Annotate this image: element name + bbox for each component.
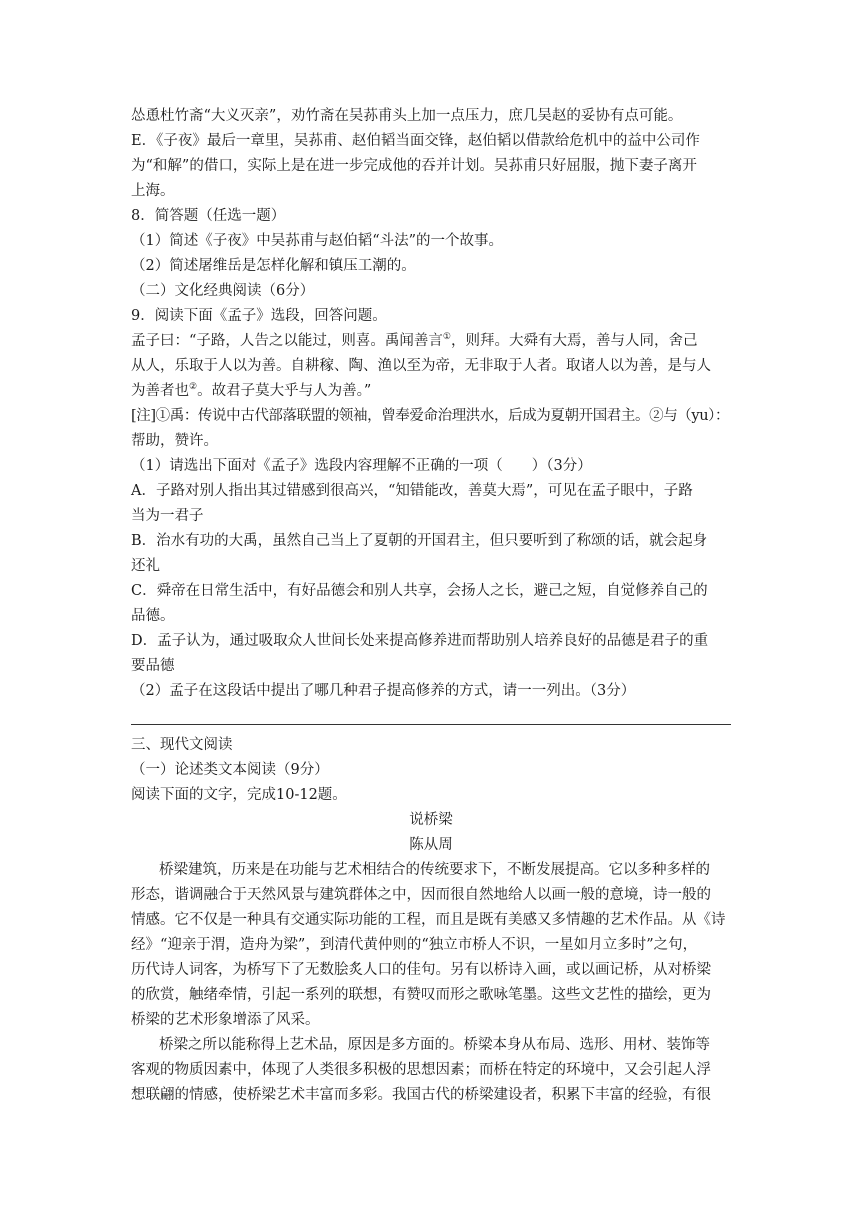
footnote-marker: ②	[189, 382, 198, 393]
instruction-line: 阅读下面的文字，完成10-12题。	[131, 787, 347, 803]
option-a-cont: 当为一君子	[131, 508, 204, 524]
section-divider	[131, 724, 731, 725]
option-d-cont: 要品德	[131, 658, 175, 674]
essay-paragraph-1-line: 桥梁的艺术形象增添了风采。	[131, 1012, 320, 1028]
question-9-part-1: （1）请选出下面对《孟子》选段内容理解不正确的一项（ ）（3分）	[131, 458, 592, 474]
option-a: A．子路对别人指出其过错感到很高兴，“知错能改，善莫大焉”，可见在孟子眼中，子路	[131, 483, 693, 499]
text-line: 上海。	[131, 183, 175, 199]
subsection-heading: （一）论述类文本阅读（9分）	[131, 762, 329, 778]
option-c-cont: 品德。	[131, 608, 175, 624]
question-9-heading: 9．阅读下面《孟子》选段，回答问题。	[131, 308, 387, 324]
essay-paragraph-2-line: 桥梁之所以能称得上艺术品，原因是多方面的。桥梁本身从布局、选形、用材、装饰等	[159, 1037, 710, 1053]
essay-paragraph-2-line: 想联翩的情感，使桥梁艺术丰富而多彩。我国古代的桥梁建设者，积累下丰富的经验，有很	[131, 1087, 711, 1103]
essay-paragraph-1-line: 的欣赏，触绪牵情，引起一系列的联想，有赞叹而形之歌咏笔墨。这些文艺性的描绘，更为	[131, 987, 711, 1003]
essay-paragraph-1-line: 形态，谐调融合于天然风景与建筑群体之中，因而很自然地给人以画一般的意境，诗一般的	[131, 887, 711, 903]
option-b-cont: 还礼	[131, 558, 160, 574]
mencius-line-1	[131, 331, 731, 351]
text-line: 为“和解”的借口，实际上是在进一步完成他的吞并计划。吴荪甫只好屈服，抛下妻子离开	[131, 158, 697, 174]
option-d: D．孟子认为，通过吸取众人世间长处来提高修养进而帮助别人培养良好的品德是君子的重	[131, 633, 709, 649]
question-9-part-2: （2）孟子在这段话中提出了哪几种君子提高修养的方式，请一一列出。（3分）	[131, 683, 636, 699]
question-8-part-1: （1）简述《子夜》中吴荪甫与赵伯韬“斗法”的一个故事。	[131, 233, 504, 249]
footnote-marker: ①	[442, 332, 451, 343]
annotation-line: 帮助，赞许。	[131, 433, 218, 449]
essay-title: 说桥梁	[409, 812, 453, 828]
option-e-line: E．《子夜》最后一章里，吴荪甫、赵伯韬当面交锋，赵伯韬以借款给危机中的益中公司作	[131, 133, 700, 149]
essay-paragraph-1-line: 经》“迎亲于渭，造舟为梁”，到清代黄仲则的“独立市桥人不识，一星如月立多时”之句，	[131, 937, 698, 953]
mencius-text: 。故君子莫大乎与人为善。”	[197, 383, 372, 399]
mencius-text: 孟子曰：“子路，人告之以能过，则喜。禹闻善言	[131, 333, 443, 349]
mencius-line-3	[131, 381, 731, 401]
mencius-line-2: 从人，乐取于人以为善。自耕稼、陶、渔以至为帝，无非取于人者。取诸人以为善，是与人	[131, 358, 711, 374]
section-classics-heading: （二）文化经典阅读（6分）	[131, 283, 315, 299]
essay-paragraph-1-line: 历代诗人词客，为桥写下了无数脍炙人口的佳句。另有以桥诗入画，或以画记桥，从对桥梁	[131, 962, 711, 978]
essay-paragraph-2-line: 客观的物质因素中，体现了人类很多积极的思想因素；而桥在特定的环境中，又会引起人浮	[131, 1062, 711, 1078]
mencius-text: 为善者也	[131, 383, 189, 399]
essay-author: 陈从周	[409, 837, 453, 853]
section-modern-reading-heading: 三、现代文阅读	[131, 737, 233, 753]
question-8-heading: 8．简答题（任选一题）	[131, 208, 286, 224]
option-b: B．治水有功的大禹，虽然自己当上了夏朝的开国君主，但只要听到了称颂的话，就会起身	[131, 533, 708, 549]
essay-paragraph-1-line: 情感。它不仅是一种具有交通实际功能的工程，而且是既有美感又多情趣的艺术作品。从《诗	[131, 912, 726, 928]
option-c: C．舜帝在日常生活中，有好品德会和别人共享，会扬人之长，避己之短，自觉修养自己的	[131, 583, 708, 599]
text-line: 怂恿杜竹斋“大义灭亲”，劝竹斋在吴荪甫头上加一点压力，庶几吴赵的妥协有点可能。	[131, 108, 683, 124]
annotation-line: [注]①禹：传说中古代部落联盟的领袖，曾奉爱命治理洪水，后成为夏朝开国君主。②与（yu）：	[131, 408, 730, 424]
question-8-part-2: （2）简述屠维岳是怎样化解和镇压工潮的。	[131, 258, 416, 274]
mencius-text: ，则拜。大舜有大焉，善与人同，舍己	[451, 333, 698, 349]
essay-paragraph-1-line: 桥梁建筑，历来是在功能与艺术相结合的传统要求下，不断发展提高。它以多种多样的	[159, 862, 710, 878]
